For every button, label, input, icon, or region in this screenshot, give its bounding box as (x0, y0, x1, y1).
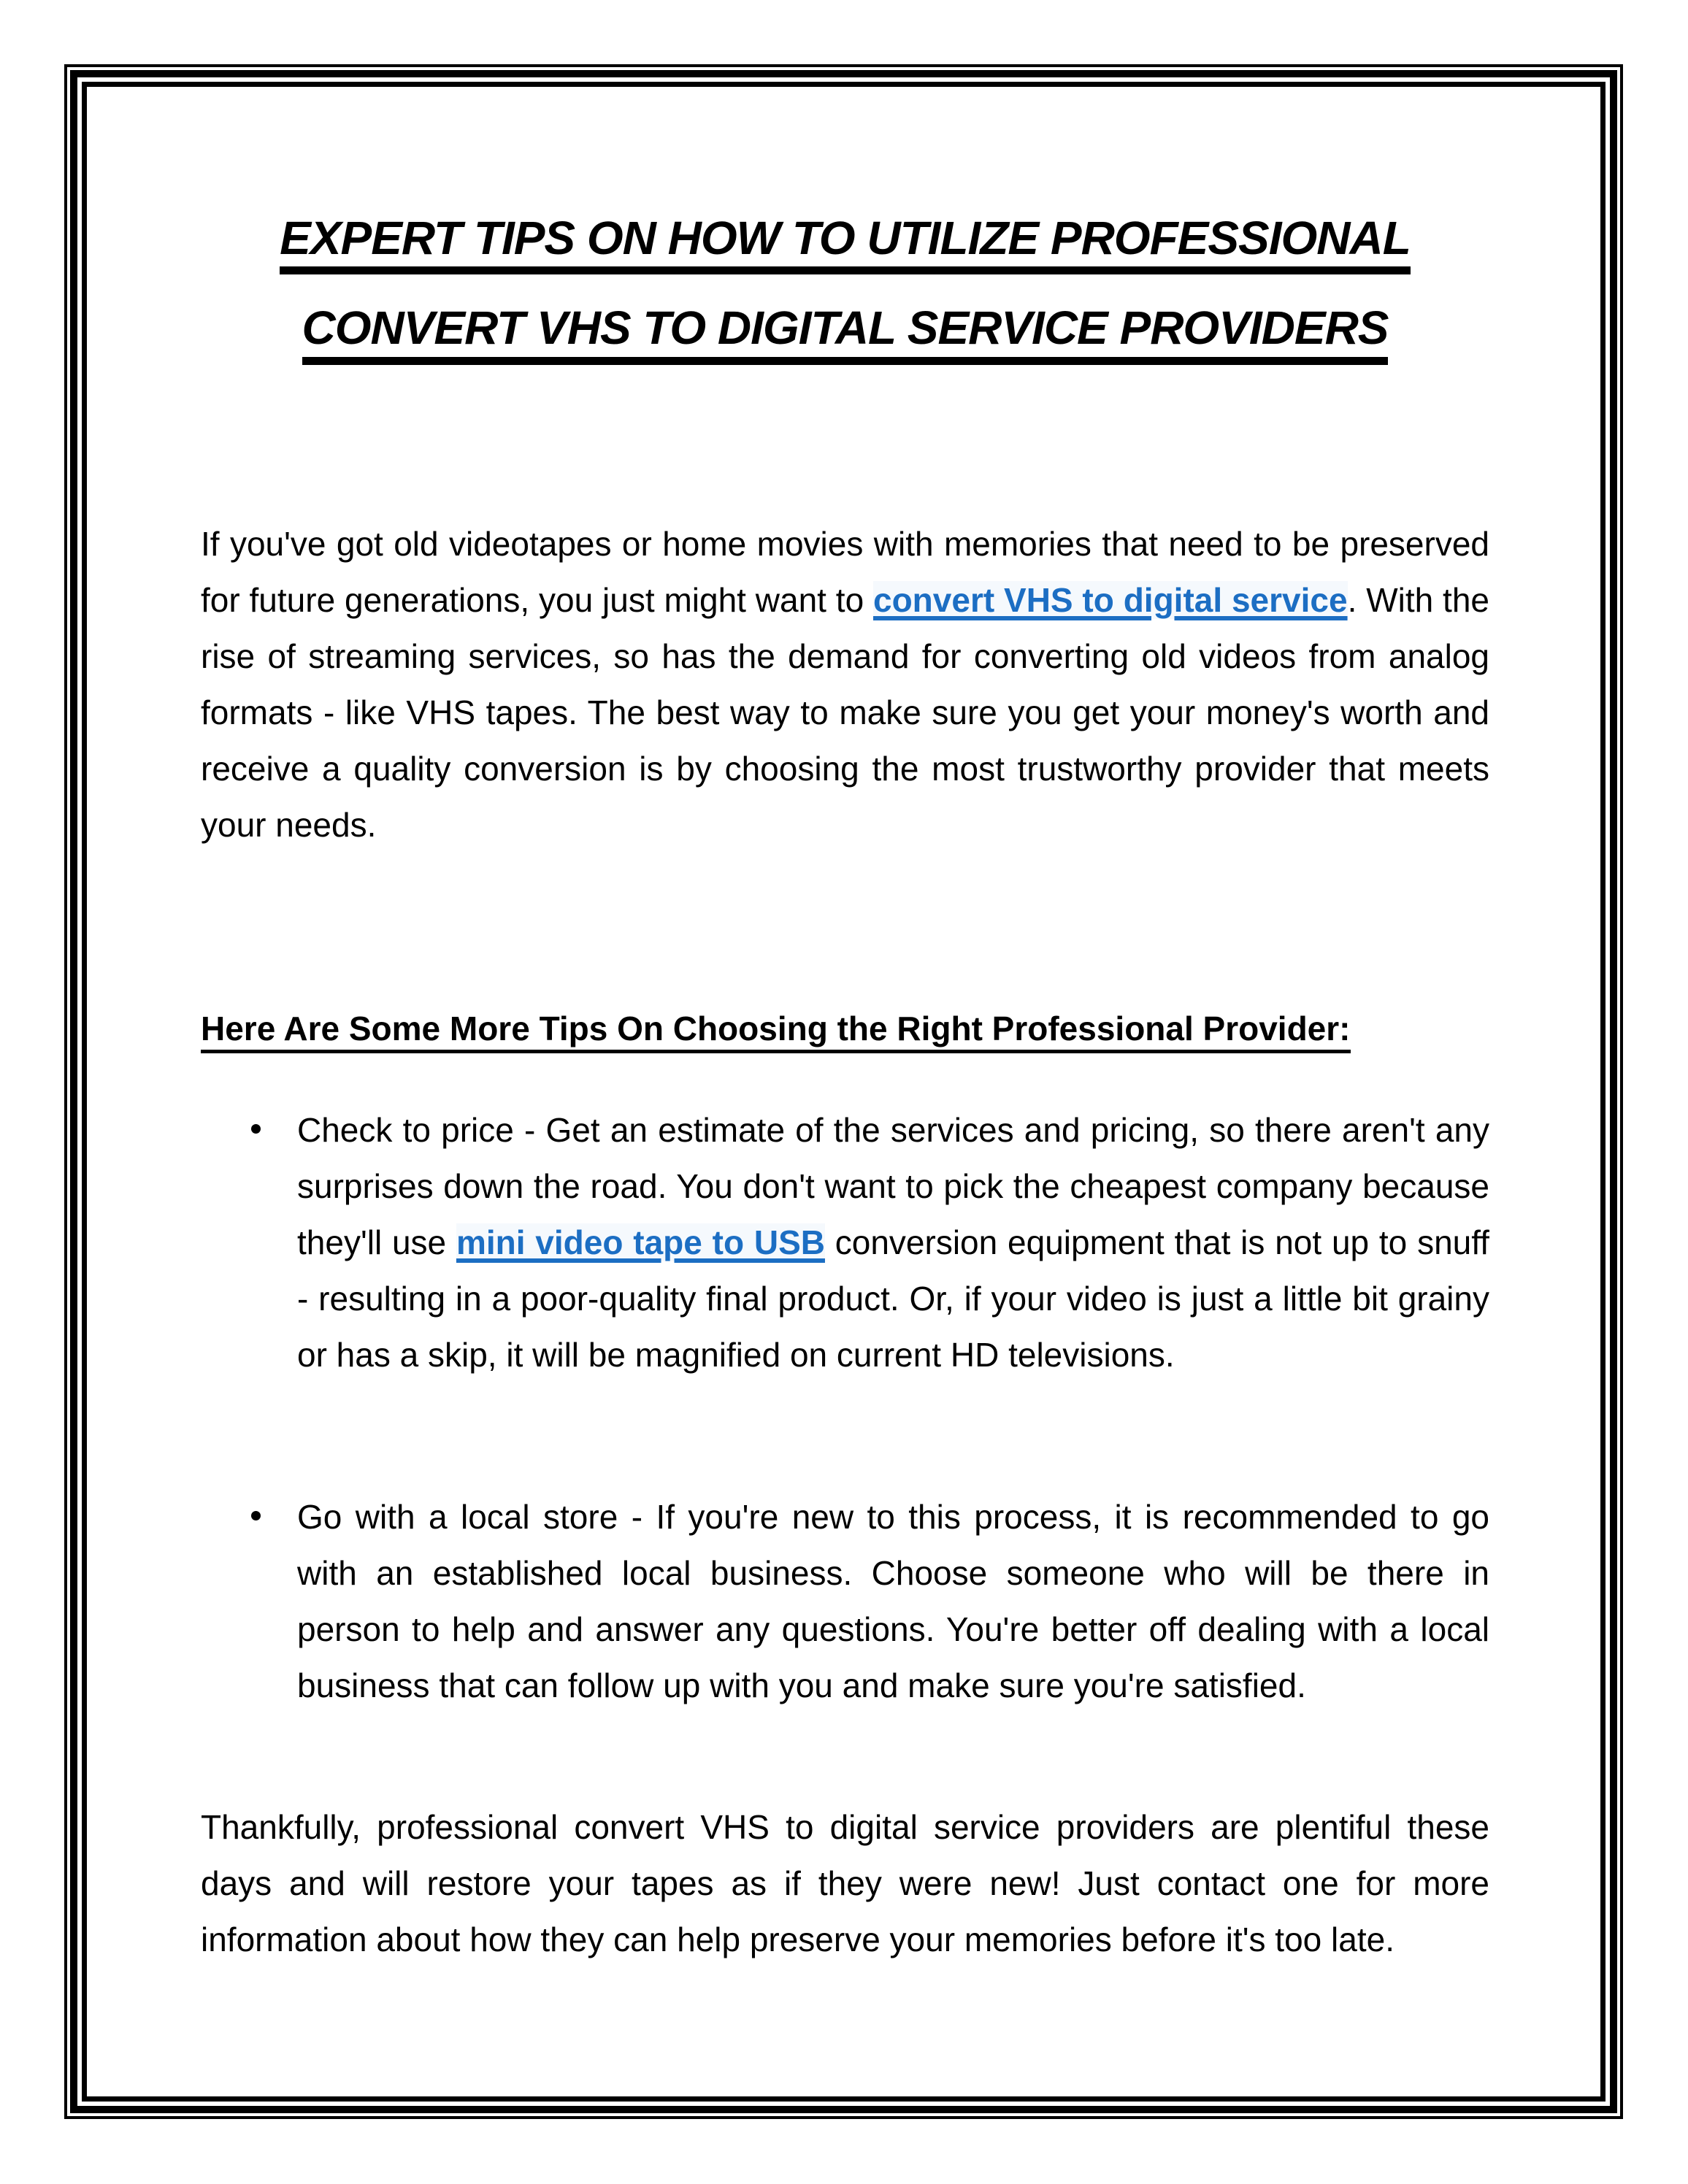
title-row-2 (201, 302, 1489, 364)
intro-text-after-link: . With the rise of streaming services, so has the demand for converting old videos from analog formats - like VHS tapes. The best way to make sure you get your money's worth and receive a quality conversion is by choosing the most trustworthy provider that meets your needs. (201, 580, 1489, 844)
document-title (201, 212, 1489, 365)
list-item-go-local-store (297, 1489, 1489, 1714)
intro-text-before-link: If you've got old videotapes or home movies with memories that need to be preserved for future generations, you just might want to (201, 524, 1489, 619)
title-line-1: EXPERT TIPS ON HOW TO UTILIZE PROFESSIONAL (280, 212, 1411, 274)
link-mini-video-tape-to-usb[interactable]: mini video tape to USB (456, 1223, 825, 1261)
title-row-1 (201, 212, 1489, 274)
link-convert-vhs-to-digital-service[interactable]: convert VHS to digital service (873, 580, 1348, 619)
tip1-text-before-link: Check to price - Get an estimate of the services and pricing, so there aren't any surprises down the road. You don't want to pick the cheapest company because they'll use (297, 1110, 1489, 1261)
tip1-text-after-link: conversion equipment that is not up to snuff - resulting in a poor-quality final product. Or, if your video is just a little bit grainy or has a skip, it will be magnified on current HD televisions. (297, 1223, 1489, 1374)
document-content (87, 212, 1600, 1968)
bullet-icon (251, 1124, 261, 1134)
section-heading (201, 1001, 1489, 1057)
closing-paragraph: Thankfully, professional convert VHS to digital service providers are plentiful these days and will restore your tapes as if they were new! Just contact one for more information about how they can help preserve your memories before it's too late. (201, 1807, 1489, 1958)
page-border-outer (64, 64, 1623, 2119)
page-border-inner (82, 82, 1605, 2102)
bullet-icon (251, 1511, 261, 1520)
intro-paragraph (201, 516, 1489, 853)
tip2-text: Go with a local store - If you're new to this process, it is recommended to go with an established local business. Choose someone who will be there in person to help and answer any questions. You're better off dealing with a local business that can follow up with you and make sure you're satisfied. (297, 1497, 1489, 1704)
list-item-check-to-price (297, 1102, 1489, 1383)
page-border-middle (70, 70, 1617, 2113)
tips-list (201, 1102, 1489, 1714)
section-heading-text: Here Are Some More Tips On Choosing the Right Professional Provider: (201, 1010, 1351, 1053)
title-line-2: CONVERT VHS TO DIGITAL SERVICE PROVIDERS (302, 302, 1389, 364)
